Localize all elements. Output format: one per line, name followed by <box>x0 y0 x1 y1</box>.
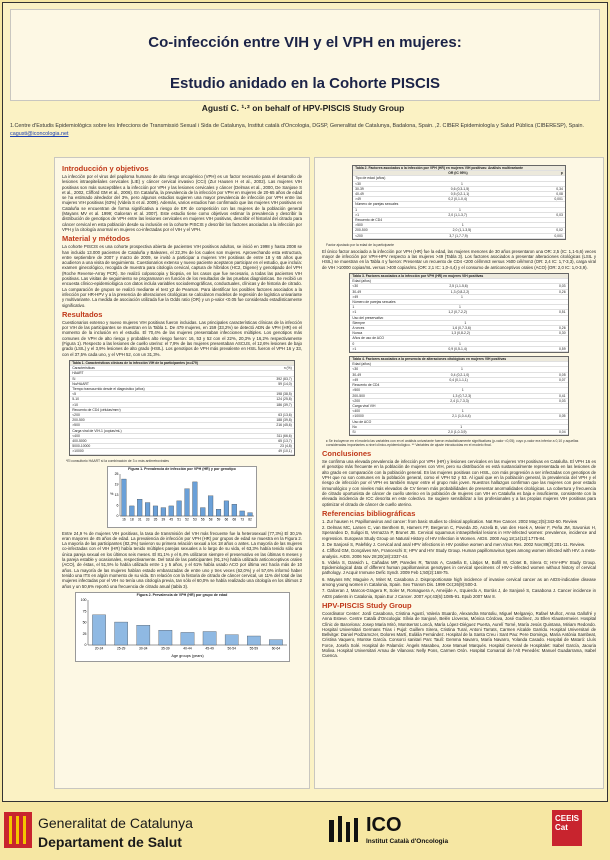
x-tick-label: 82 <box>248 517 252 522</box>
table-row <box>70 449 294 454</box>
table-cell: 188 (39,8) <box>276 418 292 423</box>
table-cell: Uso del preservativo <box>352 315 384 320</box>
table-cell: 400-5000 <box>72 438 87 443</box>
intro-heading: Introducción y objetivos <box>62 164 149 173</box>
reference-item: 3. De Sanjosé S, Palefsky J. Cervical and anal HPV infections in HIV positive women and men.Virus Res. 2002 Nov;89(2):201-11. Review. <box>322 541 586 547</box>
table-cell: 0,08 <box>556 192 563 197</box>
x-tick-label: 18 <box>129 517 134 522</box>
figure-1 <box>107 466 257 528</box>
figure-2 <box>75 592 290 662</box>
table-cell: 0,001 <box>554 197 563 202</box>
intro-text: La infección por el virus del papiloma humano de alto riesgo oncogénico (VPH) es un factor necesario para el desarrollo de lesiones intraepiteliales cervicales (LIE) y cáncer cervical invasivo (CCI) (Zur Hausen H et al., 2002). Las mujeres VIH positivas son más susceptibles a la infección por VPH y las lesiones cervicales y cáncer (Delmas et al., 2000, De Sanjose S et al., 2002, Clifford GM et al., 2006). En Cataluña, la prevalencia de la infección por VPH en mujeres de 20-65 años de edad se ha estimado alrededor del 3%, pero algunos estudios sugieren una mayor prevalencia de infección por VPH entre las mujeres VIH positivas (63%) (Videla S et al. 2009). Además, varios estudios han confirmado que las mujeres VIH positivas en Cataluña se encuentran de forma significativa a riesgo de ER de competición con las mujeres de la población general (Mayans MV et al. 1999; Galceran et al. 2007). Este estudio tiene como objetivos estimar la prevalencia y describir la distribución de genotipos de VPH entre las lesiones cervicales en mujeres VIH positivas, describir el historial del citrado para cáncer cervical en esta población desde su inclusión en la cohorte PISCIS y describir los factores asociados a la infección por VPH y la citología anormal en mujeres co-infectadas por el VIH y el VPH. <box>62 174 302 232</box>
table-cell: 200-500 <box>352 393 365 398</box>
reference-item: 5. Videla S, Darwich L, Cañadas MP, Paredes R, Tarrats A, Castella E, Llatjos M, Bofill M, Clotet B, Sirera G; HIV-HPV Study Group. Epidemiological data of different human papillomavirus genotypes in cervical specimens of HIV-1-infected women without history of cervical pathology. J Acquir Immune Defic Syndr. 2009 Feb 1;50(2):168-75. <box>322 559 596 576</box>
table-cell: <30 <box>352 367 359 372</box>
x-tick-label: 33 <box>145 517 150 522</box>
table-cell: Carga viral de VIH-1 (copias/mL) <box>72 428 122 433</box>
right-column <box>314 157 604 789</box>
bar-73 <box>240 511 245 516</box>
x-tick-label: 55-59 <box>249 646 258 651</box>
bar-35-39 <box>158 630 171 645</box>
table-1-title-text: Tabla 1. Características clínicas de la infección VIH de la participantes (n=479) <box>72 360 198 365</box>
table-cell: 0,05 <box>558 414 566 419</box>
table-cell: 186 (39,7) <box>276 402 292 407</box>
table-cell: Uso de ACO <box>352 419 372 424</box>
table-cell: 198 (38,5) <box>276 392 292 397</box>
affiliation <box>10 122 602 138</box>
table-cell: 0,03 <box>558 284 566 289</box>
y-tick-label: 25 <box>114 471 119 476</box>
generalitat-name: Generalitat de Catalunya <box>38 815 193 831</box>
bar-55-59 <box>247 636 260 645</box>
table-cell: >1 <box>355 212 360 217</box>
bar-33 <box>145 502 150 515</box>
figure-2-chart <box>76 597 291 659</box>
results-heading: Resultados <box>62 309 103 319</box>
ceeis-line2: Cat <box>555 823 568 832</box>
table-cell: <200 <box>355 233 363 238</box>
bar-45 <box>169 505 174 515</box>
results-text: Cuestionarios extenso y nuevo mujeres VIH positivas fueron incluidas. Las principales características clínicas de la infección por VIH de las participantes se muestran en la Tabla 1. De 479 mujeres, en 159 (33,2%) se detectó ADN de VPH (HR) en el momento de la inclusión en el estudio. El 70,4% de las mujeres presentaban infecciones múltiples. Los genotipos más comunes de VPH de alto riesgo y probables alto riesgo fueron: 16, 53 y 52 con el 22%, 20,3% y 16,2% respectivamente (Figura 1). Respecto a las lesiones de cuello uterino: el 7,9% de las mujeres presentaban ASCUS, el 12,6% lesiones de bajo grado (LSIL) y el 3,9% lesiones de alto grado (HSIL). Los genotipos de VPH más prevalente en HSIL fueron el VPH 16 y 33, con el 37,5% cada uno, y el VPH 52, con un 31,3%. <box>62 319 302 357</box>
x-tick-label: 30-34 <box>138 646 147 651</box>
table-cell: 1 <box>459 341 461 346</box>
bar-45-49 <box>202 631 215 645</box>
x-tick-label: 45-49 <box>204 646 214 651</box>
table-cell: Tiempo transcurrido desde el diagnóstico (años) <box>72 386 145 391</box>
table-cell: Sí <box>352 429 356 434</box>
table-cell: 1 <box>352 305 355 310</box>
table-3 <box>349 273 568 353</box>
table-cell: 63 (13,6) <box>278 412 292 417</box>
table-cell: 2,0 (1,1-3,7) <box>448 212 467 217</box>
x-tick-label: 53 <box>193 517 197 522</box>
bar-39 <box>161 507 166 515</box>
x-tick-label: 51 <box>177 517 181 522</box>
table-2-note: Factor ajustado por la edad de la participante <box>326 242 395 247</box>
bar-56 <box>200 507 205 515</box>
table-cell: 0,51 <box>558 310 566 315</box>
table-cell: 0 <box>352 341 355 346</box>
table-cell: >500 <box>352 388 361 393</box>
left-column <box>54 157 310 789</box>
table-cell: Edad (años) <box>352 362 371 367</box>
x-tick-label: 60-64 <box>271 646 280 651</box>
table-cell: 2,5 (1,1-5,6) <box>449 284 468 289</box>
table-cell: 0,04 <box>558 429 566 434</box>
table-cell: Características <box>72 366 95 371</box>
table-cell: 0,34 <box>556 186 563 191</box>
table-cell: Sí <box>72 376 76 381</box>
x-tick-label: 66 <box>224 517 229 522</box>
x-tick-label: 56 <box>200 517 205 522</box>
x-tick-label: 31 <box>137 517 142 522</box>
table-cell: 2,0 (1,0-3,9) <box>448 429 467 434</box>
table-cell: No/HAART <box>72 381 89 386</box>
x-tick-label: 50-54 <box>227 646 236 651</box>
table-cell: 30-49 <box>352 289 362 294</box>
authors: Agustí C. ¹·² on behalf of HPV-PISCIS Study Group <box>201 103 405 113</box>
table-cell: 200-500 <box>355 228 368 233</box>
table-cell: 1,3 (0,8-2,2) <box>450 289 470 294</box>
table-cell: Recuento de CD4 (células/mm³) <box>72 407 121 412</box>
departament-name: Departament de Salut <box>38 834 182 850</box>
table-cell: HAART <box>72 371 84 376</box>
table-cell: 0,4 (0,2-1,0) <box>450 372 470 377</box>
y-tick-label: 0 <box>84 643 86 648</box>
table-cell: >500 <box>72 423 80 428</box>
table-cell: <200 <box>72 412 80 417</box>
table-cell: Número de parejas sexuales <box>352 300 396 305</box>
table-cell: <30 <box>355 181 361 186</box>
table-cell: 3,7 (1,7-7,9) <box>449 233 468 238</box>
ico-logo-icon <box>326 814 362 846</box>
title-box <box>10 9 600 101</box>
table-cell: 59 (14,0) <box>278 381 292 386</box>
x-tick-label: 68 <box>232 517 237 522</box>
x-tick-label: 16 <box>122 517 126 522</box>
table-cell: n (%) <box>283 366 292 371</box>
ico-subtitle: Institut Català d'Oncologia <box>366 838 449 845</box>
table-cell: 1 <box>460 181 463 186</box>
table-cell: 1 <box>461 409 464 414</box>
bar-68 <box>232 504 237 516</box>
table-cell: No <box>352 424 357 429</box>
ico-name: ICO <box>366 814 402 836</box>
table-cell: 23 (4,8) <box>280 444 292 449</box>
tables-note: ♦ Se incluyeron en el modelo las variables con en el análisis univariante fueron estadísticamente significativas (p-valor <0,05); cuyo p-valor era inferior a 0,10 y aquellas consideradas importantes a nivel clínico-epidemiológico. ** Variables de ajuste introducidas en el modelo final. <box>326 439 579 448</box>
table-cell: >1 <box>352 346 357 351</box>
table-cell: 40-49 <box>355 192 364 197</box>
table-cell: >500 <box>355 223 363 228</box>
table-cell: 124 (25,8) <box>276 397 292 402</box>
table-cell: 1,3 (0,8-2,2) <box>451 331 470 336</box>
y-tick-label: 50 <box>82 620 86 625</box>
x-tick-label: 73 <box>240 517 245 522</box>
y-tick-label: 100 <box>80 598 86 603</box>
ceeis-logo <box>552 810 582 846</box>
table-cell: 0,9 (0,5-1,4) <box>448 346 467 351</box>
table-cell: <200 <box>352 398 361 403</box>
bar-66 <box>224 500 229 515</box>
bar-52 <box>185 488 190 515</box>
y-tick-label: 19 <box>114 482 119 487</box>
table-cell: 1,3 (0,7-2,3) <box>452 393 472 398</box>
references-list <box>322 519 596 599</box>
table-1-note: *El consultorio HAART si la combinación de 3 o más antirretrovirales <box>66 458 169 463</box>
table-cell: Recuento de CD4 <box>352 383 380 388</box>
study-group-text: Coordinator Center: Jordi Casabona, Cristina Agustí, Valeria Stuardo, Alexandra Montoliu, Miguel Melgarejo, Rafael Muñoz, Anna Gallofré y Anna Esteve. Centre Català d'Oncologia: Sílvia de Sanjosé, Belén Lloveras, Mònica Córdova, José Godínez, Jo Ellen Klaustermeier. Hospital Clínic de Barcelona: Josep Maria Miró, Montserrat Loncà, María López-Diéguez Puerta, Aurelí Torné, María Jesús Quintana, Miriam Redondo. Hospital Universitari Germans Trias i Pujol: Guillem Sirera, Cristina Tural, Antoni Tarrats, Carmen Alcalde Garrido. Hospital Universitari de Bellvitge: Daniel Podzamczer, Dolores Martí, Eulàlia Fernández. Hospital de la Santa Creu i Sant Pau: Pere Domingo, María Antònia Sambeat, Cristina Vaquero, Montse García. Consorci sanitari Parc Taulí: Gemma Navarro, María Navarro, Yolanda Casado. Hospital de Mataró: Lluís Force, Josefa Solé. Hospital de Palamós: Àngels Masabeu, Jose Manuel Marqués. Hospital General de Hospitalet: Isabel García, Jaouria Moliva. Hospital Universitari Arnau de Vilanova: Nelly Pons, Carmen Orón. Hospital Comarcal de l'Alt Penedès: Manuel Guadarrama, Isabel Cuenca. <box>322 610 596 659</box>
x-tick-label: 39 <box>161 517 166 522</box>
table-cell: p <box>560 171 563 176</box>
y-tick-label: 0 <box>116 513 119 518</box>
table-cell: 0,02 <box>556 228 563 233</box>
table-cell: 30-39 <box>355 186 364 191</box>
references-heading: Referencias bibliográficas <box>322 508 416 518</box>
table-cell: >10000 <box>352 414 364 419</box>
table-cell: Nunca <box>352 331 363 336</box>
table-cell: Siempre <box>352 320 366 325</box>
table-cell: OR (IC 95%) <box>448 171 468 176</box>
table-cell: 216 (45,6) <box>276 423 292 428</box>
table-cell: 65 (13,7) <box>278 438 292 443</box>
table-3-title-text: Tabla 3. Factores asociados a la infección por VPH (HR) en mujeres VIH positivas <box>352 274 484 279</box>
bar-50-54 <box>225 634 238 644</box>
table-cell: 2,4 (1,7-3,3) <box>450 398 469 403</box>
conclusions-heading: Conclusiones <box>322 449 372 459</box>
figure-1-title: Figura 1. Prevalencia de infección por VPH (HR) y por genotipo <box>128 466 236 471</box>
table-cell: 311 (66,6) <box>276 433 292 438</box>
table-cell: 30-49 <box>352 372 362 377</box>
x-tick-label: 20-24 <box>94 646 103 651</box>
reference-item: 6. Mayans MV, Maguire A, Miret M, Casabona J. Disproportionate high incidence of invasive cervical cancer as an AIDS-indicative disease among young women in Catalonia, Spain. Sex Transm Dis. 1999 Oct;26(9):500-3. <box>322 576 596 588</box>
table-cell: 1 <box>460 367 463 372</box>
bar-30-34 <box>136 625 149 645</box>
more-results-text: Entre 24,9 % de mujeres VIH positivas, la tasa de transmisión del VIH más frecuente fue la heterosexual (77,3%) El 30,1% eran mayores de 45 años de edad. La prevalencia de infección por VPH (HR) por grupos de edad se muestra en la Figura 2. La mayoría de las participantes (82,3%) tuvieron su primera relación sexual a los 18 años o antes. La mayoría de las mujeres co-infectadas con el VIH (HR) había tenido múltiples parejas sexuales a lo largo de su vida, el 63,3% había tenido sólo una única pareja sexual en los últimos seis meses. El 81,1% y el 6,4% utilizaron siempre el preservativo en las últimas 6 meses y la pareja estable y ocasionales, respectivamente. Del total de las participantes (91,1%) había utilizado anticonceptivos orales (ACO), de éstas, el 51,5% lo había utilizado entre 1 y 5 años, y el 61% había usado ACO por última vez hacía más de 10 años. La mayoría de las mujeres habían estado embarazadas de entre uno y tres veces (62,0%) y el 57,6% informó haber tenido una ITS en algún momento de su vida. En relación con la historia de citrado de cáncer cervical, un 11% del total de las mujeres infectadas por el VIH no tenía una citología previa, tan sólo el 60,0% se había realizado una citología en los últimos 2 años y un 50,6% reportó una frecuencia de citrado anual (tabla 3). <box>62 530 302 589</box>
table-cell: 0,6 (0,3-1,5) <box>450 186 470 191</box>
table-2 <box>352 165 566 240</box>
figure-1-chart <box>108 471 258 525</box>
table-cell: 0,4 (0,1-1,1) <box>449 377 468 382</box>
reference-item: 2. Delmas MC, Larsen C, van Benthem B, Hamers FF, Bergeron C, Poveda JD, Anzelà B, van den Hoek A, Meier F, Peña JM, Savonius H, Sperandeo D, Suligoi B, Vernazza P, Brunet JB. Cervical squamous intraepithelial lesions in HIV-infected women: prevalence, incidence and regression. European Study Group on Natural History of HIV Infection in Women. AIDS. 2000 Aug 18;14(12):1775-84. <box>322 525 596 541</box>
table-cell: 1 <box>459 207 461 212</box>
bar-60-64 <box>269 639 282 644</box>
x-tick-label: 59 <box>216 517 221 522</box>
table-cell: <400 <box>352 409 361 414</box>
email-link[interactable]: cagusti@iconcologia.net <box>10 131 69 137</box>
table-cell: Años de uso de ACO <box>352 336 385 341</box>
table-cell: 0,26 <box>558 289 566 294</box>
methods-text: La cohorte PISCIS es una cohorte prospectiva abierta de pacientes VIH positivos adultos, se inició en 1998 y hasta 2008 se han incluido 13.000 pacientes de Cataluña y Baleares, el 22,3% de los cuales son mujeres. Aprovechando esta estructura, entre septiembre de 2007 y marzo de 2009, se invitó a participar a mujeres VIH positivas de entre 18 y 65 años que acudieron a una visita de seguimiento. Cuestionarios extenso y nuevo paciente aceptaron participar en el estudio, que incluía: examen ginecológico, recogida de muestra para citología cervical, captura de híbridos (HC2, Digene) y genotipado del VPH (Roche Reverse-Array PCR). Se realizó colposcopia y biopsia, en los casos que fue necesario, a todas las pacientes VIH positivas. Las visitas de seguimiento se programaron en función de los resultados de las pruebas diagnósticas. Se recibió un encuesta clínico-epidemiológica con datos incluía variables sociodemográficas, conductuales, clínicas y de historia de citrado. La comparación de grupos se realizó mediante el test χ2 de Pearson. Para identificar los posibles factores asociados a la infección por HR-HPV y a la presencia de alteraciones citológicas se calcularon modelos de regresión de logística univariante y multivariante. La medida de asociación utilizada fue la Odds ratio (OR) y un p-valor <0.05 fue considerado estadísticamente significativo. <box>62 244 302 308</box>
bar-51 <box>177 500 182 515</box>
table-cell: 2,1 (1,0-4,4) <box>452 414 471 419</box>
y-tick-label: 25 <box>82 631 86 636</box>
x-tick-label: 58 <box>208 517 213 522</box>
x-tick-label: 25-29 <box>116 646 125 651</box>
table-cell: >49 <box>355 197 361 202</box>
bar-16 <box>122 479 127 516</box>
table-row <box>353 234 565 239</box>
footer <box>0 803 610 860</box>
table-cell: 0,41 <box>558 393 566 398</box>
table-cell: 200-500 <box>72 418 85 423</box>
ceeis-line1: CEEIS <box>555 814 580 823</box>
table-row <box>350 347 567 352</box>
table-cell: 5000-10000 <box>72 444 91 449</box>
table-cell: 0,03 <box>556 212 563 217</box>
table-cell: Número de parejas sexuales <box>355 202 399 207</box>
bar-18 <box>129 505 134 515</box>
table-2-title-text: Tabla 2. Factores asociados a la infección por VPH (HR) en mujeres VIH positivas: Análisis multivariante <box>355 166 524 170</box>
x-tick-label: 35 <box>153 517 158 522</box>
table-cell: 0,26 <box>558 326 566 331</box>
bar-20-24 <box>92 615 105 645</box>
table-cell: <30 <box>352 284 359 289</box>
table-cell: 0,59 <box>558 346 566 351</box>
x-tick-label: 45 <box>169 517 174 522</box>
bar-58 <box>208 495 213 515</box>
bar-25-29 <box>114 622 127 645</box>
table-cell: 0,2 (0,1-0,4) <box>448 197 467 202</box>
bar-53 <box>193 481 198 515</box>
conclusions-text: Se confirma una elevada prevalencia de infección por VPH (HR) y lesiones cervicales en las mujeres VIH positivas en Cataluña. El VPH 16 es el genotipo más frecuente en la población de mujeres con VIH, pero su distribución es está sustancialmente representada en las lesiones de alto grado en comparación con la población general. En las mujeres positivas con HSIL, con más progresión a ser infectadas con genotipos de VPH que no son comunes en la población general, como el VPH 52 y 53. Al igual que en la población general, la prevalencia del VPH y el riesgo de infección por el VPH es también mayor entre el grupo más joven. Nuestros hallazgos confirman que las mujeres con peor estado inmunológico y con niveles más elevados de CV tienen más probabilidades de presentar anormalidades citológicas. La cobertura y frecuencia de citrado oportunista de cáncer de cuello uterino en la población de mujeres con VIH en Cataluña es baja e insuficiente, consistente con la elevada incidencia de ICC descrita en este colectivo. Se sugiere sensibilizar a los profesionales y a las propias mujeres VIH positivas para optimizar el citrado de cáncer de cuello uterino. <box>322 459 596 507</box>
table-1 <box>69 360 295 456</box>
table-cell: <400 <box>72 433 80 438</box>
poster-title-line2: Estudio anidado en la Cohorte PISCIS <box>169 75 441 92</box>
y-tick-label: 6 <box>116 503 119 508</box>
generalitat-logo <box>4 812 32 848</box>
reference-item: 1. Zur hausen H. Papillomavirus and cancer: from basic studies to clinical application. Nat Rev Cancer. 2002 May;2(5):342-50. Review <box>322 518 578 524</box>
table-cell: 0,03 <box>558 398 566 403</box>
figure-2-title: Figura 2. Prevalencia de VPH (HR) por grupo de edad <box>136 592 228 597</box>
x-tick-label: 40-44 <box>182 646 192 651</box>
table-cell: A veces <box>352 326 365 331</box>
y-axis-label: % <box>110 491 114 496</box>
table-row <box>350 430 567 435</box>
x-tick-label: 52 <box>185 517 189 522</box>
table-cell: >49 <box>352 294 359 299</box>
table-cell: 0,5 (0,2-1,1) <box>450 192 470 197</box>
table-cell: Edad (años) <box>352 279 371 284</box>
table-cell: 392 (83,7) <box>276 376 292 381</box>
table-cell: <5 <box>72 392 77 397</box>
table-cell: Tipo de edad (años) <box>355 176 386 181</box>
table-cell: 1 <box>464 320 467 325</box>
table-cell: 5-10 <box>72 397 79 402</box>
table-cell: 1 <box>461 388 464 393</box>
table-cell: 2,0 (1,1-3,5) <box>452 228 472 233</box>
poster-title-line1: Co-infección entre VIH y el VPH en mujeres: <box>148 34 462 51</box>
table-cell: 1 <box>460 424 463 429</box>
table-cell: 49 (10,1) <box>278 449 292 454</box>
table-cell: Recuento de CD4 <box>355 218 383 223</box>
table-cell: >10000 <box>72 449 84 454</box>
x-tick-label: 35-39 <box>160 646 170 651</box>
reference-item: 7. Galceran J, Marcos-Gragera R, Soler M, Romaguera A, Ameijide A, Izquierdo A, Borràs J, de Sanjosé S, Casabona J. Cancer incidence in AIDS patients in Catalonia, Spain.Eur J Cancer. 2007 Apr;43(6):1085-91. Epub 2007 Mar 8. <box>322 588 596 599</box>
table-cell: >1 <box>352 310 357 315</box>
table-cell: 1,2 (0,7-2,2) <box>448 310 467 315</box>
study-group-heading: HPV-PISCIS Study Group <box>322 600 412 610</box>
table-cell: 1 <box>459 305 461 310</box>
bar-82 <box>248 512 253 515</box>
affiliation-text: 1.Centre d'Estudis Epidemiològics sobre les Infeccions de Transmissió Sexual i Sida de Catalunya, Institut català d'Oncologia, DGSP, Generalitat de Catalunya, Badalona, Spain. ,2. CIBER Epidemiología y Salud Pública (CIBERESP), Spain. <box>10 123 584 129</box>
methods-heading: Material y métodos <box>62 234 130 244</box>
table-cell: >10 <box>72 402 78 407</box>
table-4 <box>349 356 568 436</box>
x-axis-label: Age groups (years) <box>170 653 204 658</box>
discussion-intro: El único factor asociado a la infección por VPH (HR) fue la edad, las mujeres menores de 30 años presentaron una OR: 2,5 (IC: 1,1-5,6) veces mayor de infección por VPH-HPV respecto a las mujeres >49 (Tabla 3). Los factores asociados a presentar alteraciones citológicas (LSIL y HSIL) se muestran en la Tabla 4 y fueron: Presentar un recuento de CD4 <200 cél/mm3 versus >500 cél/mm3 (OR: 2,4 IC: 1,7-3,3), carga viral de VIH >10000 copias/mL versus >400 copias/mL (OR: 2,1 IC: 1,0-4,4) y el consumo de anticonceptivos orales (ACO) (OR: 2,0 IC: 1,0-3,9). <box>322 248 596 270</box>
table-cell: 1 <box>461 223 464 228</box>
table-cell: 0,30 <box>558 331 566 336</box>
table-cell: 0,05 <box>558 372 566 377</box>
table-cell: 0,07 <box>558 377 566 382</box>
y-tick-label: 75 <box>82 609 86 614</box>
y-tick-label: 13 <box>114 492 119 497</box>
bar-40-44 <box>180 632 193 645</box>
table-cell: 0,001 <box>554 233 563 238</box>
table-cell: 1,6 (0,7-3,6) <box>452 326 471 331</box>
bar-31 <box>137 499 142 516</box>
table-4-title-text: Tabla 4. Factores asociados a la presencia de alteraciones citológicas en mujeres VIH positivas <box>352 357 507 362</box>
table-cell: 1 <box>460 294 463 299</box>
bar-35 <box>153 505 158 515</box>
table-cell: 1 <box>355 207 358 212</box>
bar-59 <box>216 509 221 516</box>
table-cell: Carga viral VIH <box>352 403 376 408</box>
table-cell: >49 <box>352 377 359 382</box>
reference-item: 4. Clifford GM, Gonçalves MA, Franceschi S; HPV and HIV Study Group. Human papillomavirus types among women infected with HIV: a meta-analysis. AIDS. 2006 Nov 28;20(18):2337-44. <box>322 548 596 559</box>
